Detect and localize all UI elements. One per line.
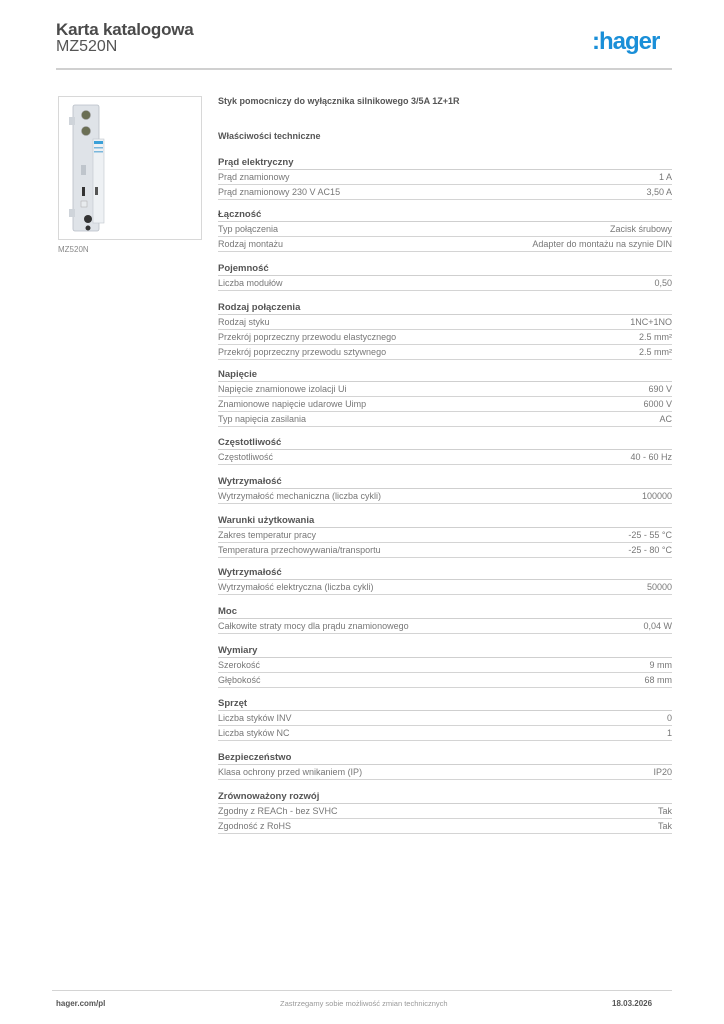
product-title: Styk pomocniczy do wyłącznika silnikowego 3/5A 1Z+1R: [218, 96, 460, 106]
spec-label: Rodzaj montażu: [218, 239, 284, 249]
spec-section: [218, 262, 672, 291]
spec-row: [218, 544, 672, 558]
auxiliary-contact-device-image: [67, 101, 107, 235]
spec-label: Prąd znamionowy 230 V AC15: [218, 187, 341, 197]
spec-label: Wytrzymałość mechaniczna (liczba cykli): [218, 491, 381, 501]
spec-row: [218, 581, 672, 595]
spec-row: [218, 186, 672, 200]
spec-row: [218, 805, 672, 819]
spec-value: 6000 V: [643, 399, 672, 409]
spec-label: Częstotliwość: [218, 452, 274, 462]
spec-row: [218, 277, 672, 291]
spec-label: Przekrój poprzeczny przewodu elastycznego: [218, 332, 397, 342]
section-heading: Bezpieczeństwo: [218, 751, 672, 765]
spec-section: [218, 644, 672, 688]
spec-value: 100000: [641, 491, 672, 501]
spec-value: 40 - 60 Hz: [630, 452, 672, 462]
spec-label: Liczba styków NC: [218, 728, 290, 738]
spec-label: Wytrzymałość elektryczna (liczba cykli): [218, 582, 374, 592]
spec-section: [218, 697, 672, 741]
spec-row: [218, 398, 672, 412]
spec-value: 3,50 A: [646, 187, 672, 197]
spec-label: Znamionowe napięcie udarowe Uimp: [218, 399, 367, 409]
spec-value: 1 A: [658, 172, 672, 182]
spec-label: Zakres temperatur pracy: [218, 530, 317, 540]
spec-section: [218, 605, 672, 634]
spec-label: Przekrój poprzeczny przewodu sztywnego: [218, 347, 387, 357]
image-caption: MZ520N: [58, 245, 89, 254]
spec-section: [218, 751, 672, 780]
spec-label: Liczba styków INV: [218, 713, 292, 723]
header-divider: [56, 68, 672, 70]
spec-label: Głębokość: [218, 675, 261, 685]
spec-value: Zacisk śrubowy: [609, 224, 672, 234]
section-heading: Moc: [218, 605, 672, 619]
spec-value: IP20: [653, 767, 672, 777]
spec-section: [218, 208, 672, 252]
hager-logo: :hager: [592, 28, 660, 55]
spec-label: Rodzaj styku: [218, 317, 270, 327]
spec-value: 9 mm: [649, 660, 672, 670]
spec-value: -25 - 80 °C: [628, 545, 672, 555]
section-heading: Prąd elektryczny: [218, 156, 672, 170]
spec-value: Tak: [657, 806, 672, 816]
section-heading: Częstotliwość: [218, 436, 672, 450]
spec-label: Typ napięcia zasilania: [218, 414, 307, 424]
spec-label: Zgodność z RoHS: [218, 821, 292, 831]
spec-value: AC: [659, 414, 672, 424]
spec-row: [218, 223, 672, 237]
section-heading: Wytrzymałość: [218, 475, 672, 489]
section-heading: Zrównoważony rozwój: [218, 790, 672, 804]
section-heading: Warunki użytkowania: [218, 514, 672, 528]
spec-row: [218, 712, 672, 726]
spec-value: Tak: [657, 821, 672, 831]
spec-row: [218, 674, 672, 688]
section-heading: Sprzęt: [218, 697, 672, 711]
footer-website[interactable]: hager.com/pl: [56, 999, 106, 1008]
spec-section: [218, 790, 672, 834]
section-heading: Wytrzymałość: [218, 566, 672, 580]
spec-row: [218, 383, 672, 397]
spec-section: [218, 301, 672, 360]
section-heading: Wymiary: [218, 644, 672, 658]
spec-row: [218, 490, 672, 504]
spec-row: [218, 331, 672, 345]
spec-row: [218, 346, 672, 360]
spec-label: Prąd znamionowy: [218, 172, 290, 182]
section-heading: Napięcie: [218, 368, 672, 382]
spec-value: 0,50: [654, 278, 672, 288]
footer-divider: [52, 990, 672, 991]
section-heading: Łączność: [218, 208, 672, 222]
spec-label: Liczba modułów: [218, 278, 283, 288]
spec-value: Adapter do montażu na szynie DIN: [532, 239, 672, 249]
product-code: MZ520N: [56, 38, 118, 55]
product-image-frame: [58, 96, 202, 240]
spec-label: Typ połączenia: [218, 224, 279, 234]
spec-label: Temperatura przechowywania/transportu: [218, 545, 381, 555]
spec-row: [218, 451, 672, 465]
spec-label: Napięcie znamionowe izolacji Ui: [218, 384, 347, 394]
spec-value: 1: [666, 728, 672, 738]
spec-value: 2.5 mm²: [638, 347, 672, 357]
spec-value: -25 - 55 °C: [628, 530, 672, 540]
spec-row: [218, 171, 672, 185]
footer-disclaimer: Zastrzegamy sobie możliwość zmian technicznych: [280, 999, 448, 1008]
spec-row: [218, 413, 672, 427]
spec-value: 0: [666, 713, 672, 723]
spec-row: [218, 316, 672, 330]
footer-date: 18.03.2026: [612, 999, 653, 1008]
spec-value: 68 mm: [644, 675, 672, 685]
spec-section: [218, 475, 672, 504]
spec-label: Klasa ochrony przed wnikaniem (IP): [218, 767, 363, 777]
spec-row: [218, 659, 672, 673]
spec-section: [218, 566, 672, 595]
spec-value: 2.5 mm²: [638, 332, 672, 342]
spec-section: [218, 368, 672, 427]
spec-row: [218, 238, 672, 252]
spec-row: [218, 727, 672, 741]
spec-label: Całkowite straty mocy dla prądu znamionowego: [218, 621, 409, 631]
spec-row: [218, 820, 672, 834]
page-title: Karta katalogowa: [56, 20, 194, 39]
spec-label: Szerokość: [218, 660, 261, 670]
spec-row: [218, 529, 672, 543]
spec-row: [218, 620, 672, 634]
spec-row: [218, 766, 672, 780]
spec-value: 1NC+1NO: [630, 317, 672, 327]
spec-label: Zgodny z REACh - bez SVHC: [218, 806, 338, 816]
spec-section: [218, 436, 672, 465]
spec-section: [218, 156, 672, 200]
properties-heading: Właściwości techniczne: [218, 131, 321, 141]
spec-value: 0,04 W: [643, 621, 672, 631]
spec-section: [218, 514, 672, 558]
section-heading: Rodzaj połączenia: [218, 301, 672, 315]
section-heading: Pojemność: [218, 262, 672, 276]
spec-value: 50000: [646, 582, 672, 592]
spec-value: 690 V: [648, 384, 672, 394]
